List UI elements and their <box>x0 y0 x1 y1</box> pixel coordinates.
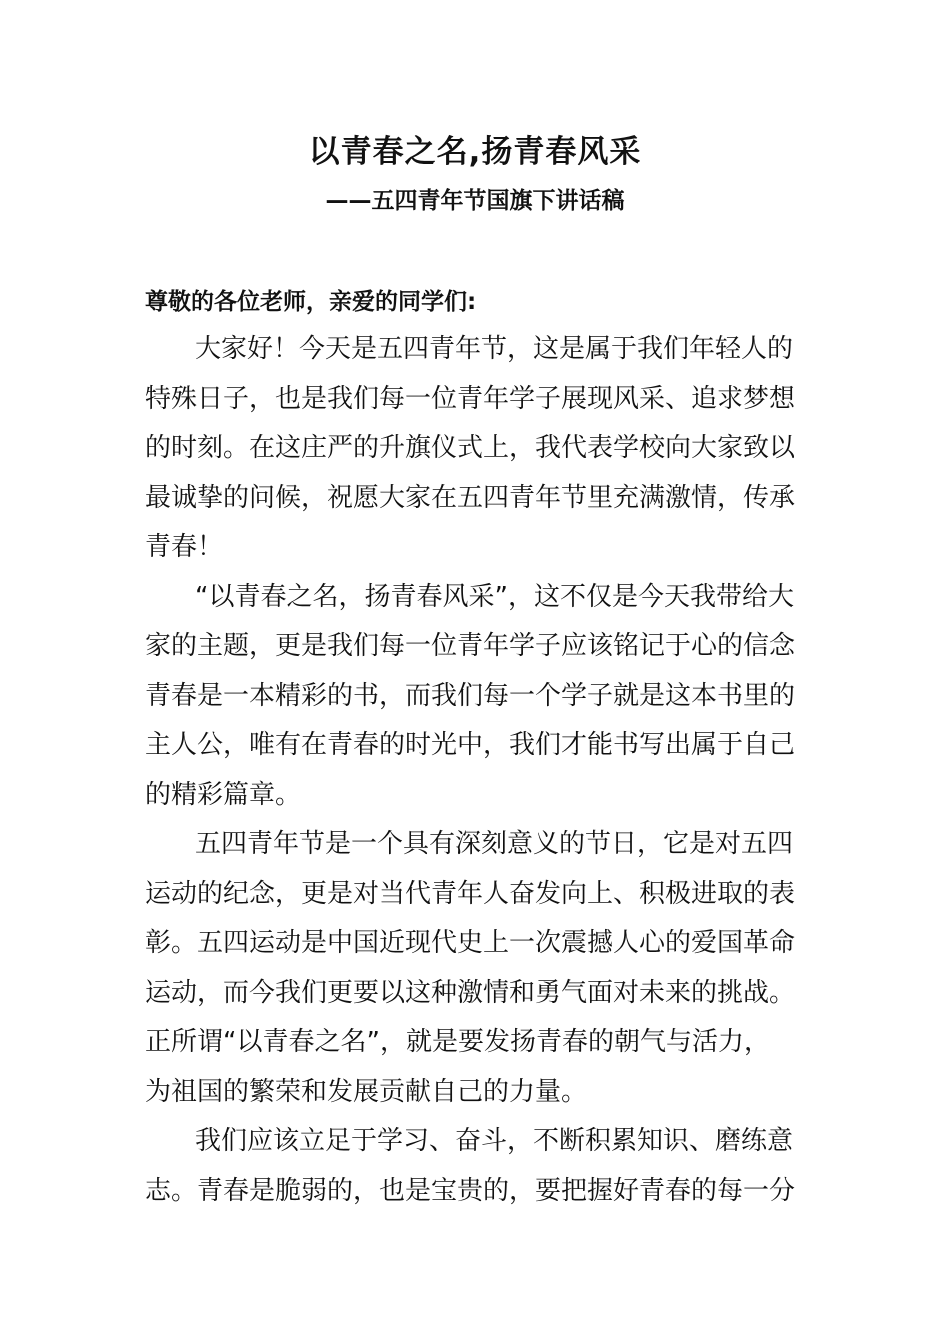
paragraph-2-line-3: 青春是一本精彩的书，而我们每一个学子就是这本书里的 <box>145 680 796 711</box>
paragraph-1-line-5: 青春！ <box>145 532 224 562</box>
paragraph-1-line-2: 特殊日子，也是我们每一位青年学子展现风采、追求梦想 <box>145 383 796 414</box>
paragraph-1-line-1: 大家好！今天是五四青年节，这是属于我们年轻人的 <box>195 334 794 364</box>
paragraph-3-line-3: 彰。五四运动是中国近现代史上一次震撼人心的爱国革命 <box>145 928 796 958</box>
paragraph-1-line-4: 最诚挚的问候，祝愿大家在五四青年节里充满激情，传承 <box>145 482 796 513</box>
paragraph-3-line-1: 五四青年节是一个具有深刻意义的节日，它是对五四 <box>195 829 794 859</box>
salutation: 尊敬的各位老师，亲爱的同学们: <box>145 289 477 315</box>
paragraph-3-line-4: 运动，而今我们更要以这种激情和勇气面对未来的挑战。 <box>145 977 796 1008</box>
paragraph-3-line-5: 正所谓“以青春之名”，就是要发扬青春的朝气与活力， <box>145 1027 770 1057</box>
paragraph-2-line-5: 的精彩篇章。 <box>145 779 302 810</box>
paragraph-4-line-2: 志。青春是脆弱的，也是宝贵的，要把握好青春的每一分 <box>145 1175 796 1206</box>
paragraph-3-line-6: 为祖国的繁荣和发展贡献自己的力量。 <box>145 1076 588 1107</box>
paragraph-2-line-1: “以青春之名，扬青春风采”，这不仅是今天我带给大 <box>195 581 794 612</box>
document-body <box>145 325 811 1216</box>
paragraph-1-line-3: 的时刻。在这庄严的升旗仪式上，我代表学校向大家致以 <box>145 433 796 463</box>
document-title: 以青春之名,扬青春风采 <box>308 134 642 170</box>
paragraph-4-line-1: 我们应该立足于学习、奋斗，不断积累知识、磨练意 <box>195 1126 794 1156</box>
paragraph-2-line-4: 主人公，唯有在青春的时光中，我们才能书写出属于自己 <box>145 730 796 760</box>
document-subtitle: ——五四青年节国旗下讲话稿 <box>325 188 625 214</box>
paragraph-3-line-2: 运动的纪念，更是对当代青年人奋发向上、积极进取的表 <box>145 878 796 909</box>
paragraph-2-line-2: 家的主题，更是我们每一位青年学子应该铭记于心的信念 <box>145 631 796 661</box>
